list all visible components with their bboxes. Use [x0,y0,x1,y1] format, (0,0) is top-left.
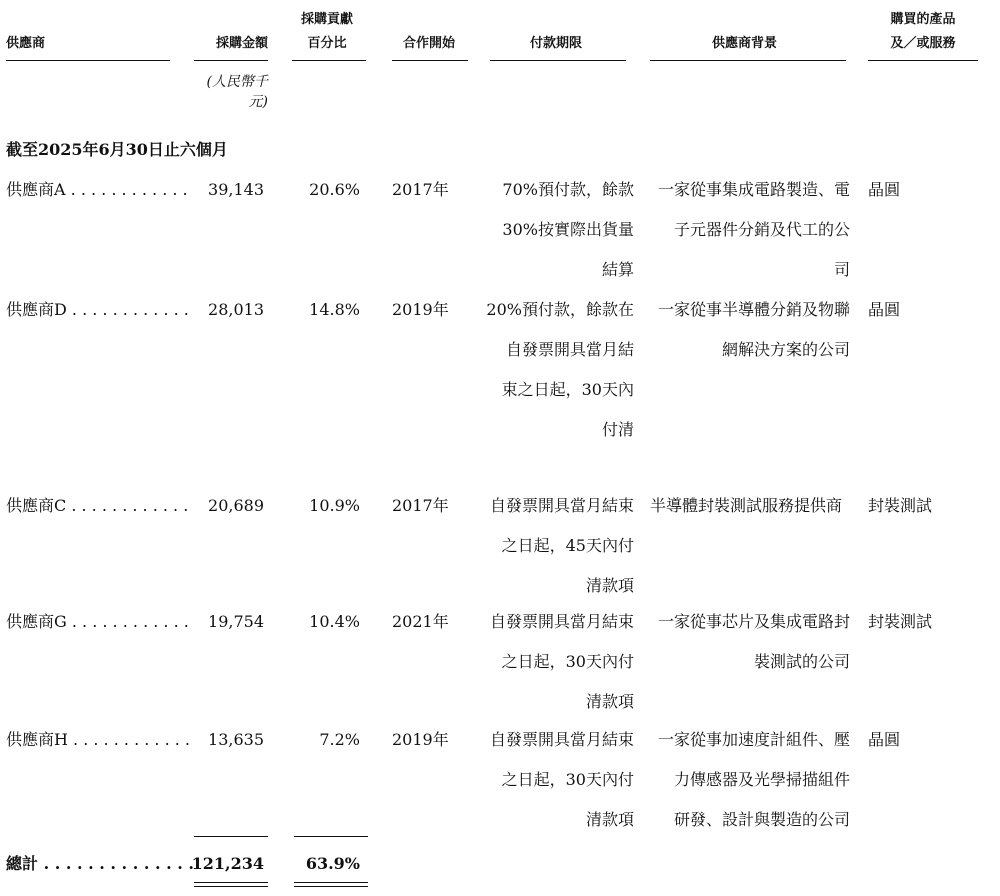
total-top-rule-amount [194,836,268,837]
row-payment: 自發票開具當月結束 之日起，30天內付 清款項 [489,612,634,711]
row-percent: 7.2% [319,730,360,749]
header-percent: 採購貢獻 百分比 [300,12,353,51]
row-supplier: 供應商A . . . . . . . . . . . . [6,180,188,199]
header-rule-supplier [6,60,170,61]
header-rule-products [868,60,978,61]
row-start: 2021年 [392,612,449,631]
unit-label: (人民幣千元) [206,74,268,110]
table-row [0,486,1000,606]
table-row [0,720,1000,840]
header-rule-background [650,60,846,61]
row-products: 封裝測試 [868,496,933,515]
row-start: 2017年 [392,496,449,515]
header-payment: 付款期限 [530,36,583,51]
row-products: 晶圓 [868,180,901,199]
row-amount: 28,013 [208,300,264,319]
header-rule-amount [194,60,268,61]
row-amount: 39,143 [208,180,264,199]
total-row [0,844,1000,884]
row-percent: 10.9% [309,496,360,515]
row-supplier: 供應商H . . . . . . . . . . . . [6,730,191,749]
row-amount: 20,689 [208,496,264,515]
row-supplier: 供應商D . . . . . . . . . . . . [6,300,189,319]
row-percent: 14.8% [309,300,360,319]
row-products: 晶圓 [868,300,901,319]
row-payment: 70%預付款，餘款 30%按實際出貨量 結算 [502,180,634,279]
total-label: 總計 . . . . . . . . . . . . . . [6,854,194,873]
header-rule-percent [292,60,366,61]
total-double-rule-percent [294,882,368,887]
row-background: 一家從事半導體分銷及物聯 網解決方案的公司 [657,300,850,359]
row-amount: 19,754 [208,612,264,631]
total-top-rule-percent [294,836,368,837]
row-payment: 自發票開具當月結束 之日起，30天內付 清款項 [489,730,634,829]
row-start: 2017年 [392,180,449,199]
row-products: 封裝測試 [868,612,933,631]
header-rule-payment [490,60,626,61]
row-background: 一家從事加速度計組件、壓 力傳感器及光學掃描組件 研發、設計與製造的公司 [657,730,850,829]
section-title: 截至2025年6月30日止六個月 [6,140,228,159]
row-payment: 20%預付款，餘款在 自發票開具當月結 束之日起，30天內 付清 [486,300,634,439]
header-products: 購買的產品 及／或服務 [890,12,956,51]
row-payment: 自發票開具當月結束 之日起，45天內付 清款項 [489,496,634,595]
row-percent: 10.4% [309,612,360,631]
header-supplier: 供應商 [6,36,46,51]
header-start: 合作開始 [403,36,456,51]
header-rule-start [392,60,468,61]
total-amount: 121,234 [191,854,264,873]
row-amount: 13,635 [208,730,264,749]
row-background: 一家從事集成電路製造、電 子元器件分銷及代工的公 司 [657,180,850,279]
row-background: 半導體封裝測試服務提供商 [650,496,843,515]
row-supplier: 供應商G . . . . . . . . . . . . [6,612,189,631]
row-background: 一家從事芯片及集成電路封 裝測試的公司 [657,612,850,671]
row-percent: 20.6% [309,180,360,199]
row-start: 2019年 [392,300,449,319]
header-amount: 採購金額 [215,36,268,51]
row-products: 晶圓 [868,730,901,749]
table-row [0,290,1000,480]
header-background: 供應商背景 [712,36,778,51]
row-supplier: 供應商C . . . . . . . . . . . . [6,496,189,515]
row-start: 2019年 [392,730,449,749]
table-row [0,602,1000,722]
total-double-rule-amount [194,882,268,887]
total-percent: 63.9% [305,854,360,873]
table-row [0,170,1000,290]
